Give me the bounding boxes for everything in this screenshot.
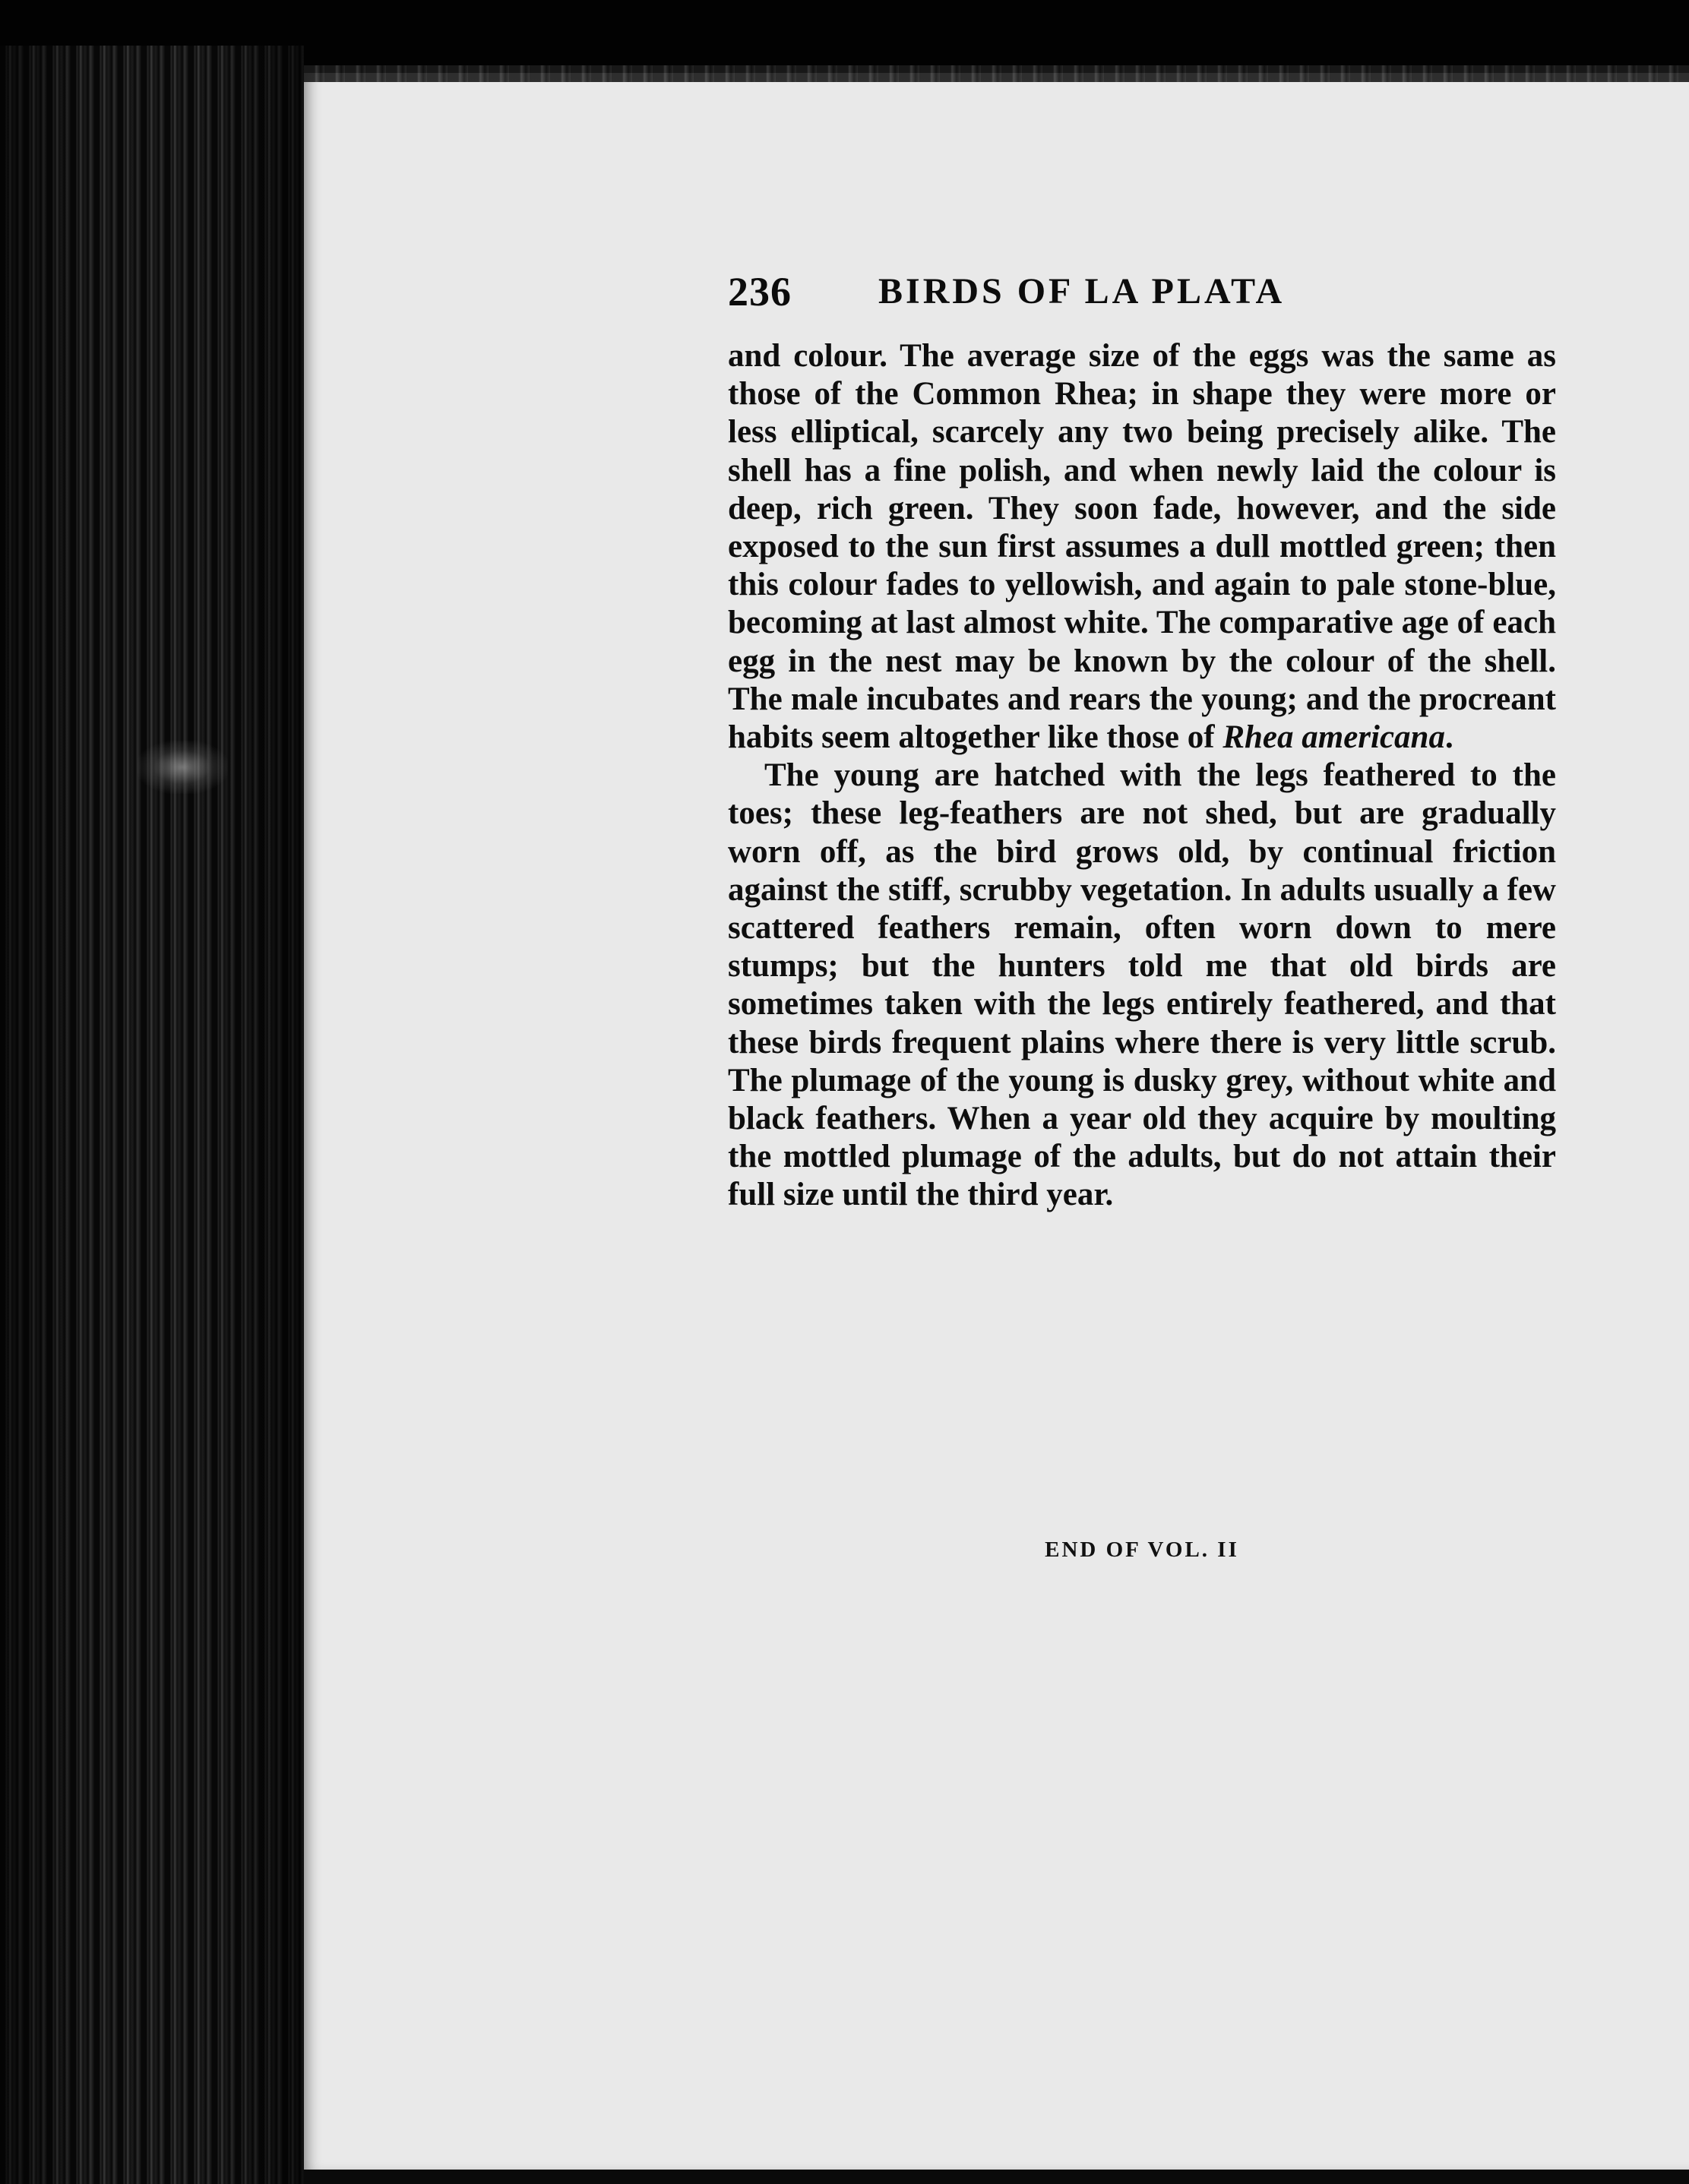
end-of-volume-note: END OF VOL. II xyxy=(1045,1538,1239,1562)
paragraph-2-text: The young are hatched with the legs feathered to the toes; these leg-feathers are not shed, but are gradually worn off, as the bird grows old, by continual friction against the stiff, scrubby vegetation. In adults usually a few scattered feathers remain, often worn down to mere stumps; but the hunters told me that old birds are sometimes taken with the legs entirely feathered, and that these birds frequent plains where there is very little scrub. The plumage of the young is dusky grey, without white and black feathers. When a year old they acquire by moulting the mottled plumage of the adults, but do not attain their full size until the third year. xyxy=(728,757,1556,1213)
running-head: BIRDS OF LA PLATA xyxy=(878,271,1286,311)
paragraph-1-text: and colour. The average size of the eggs was the same as those of the Common Rhea; in shape they were more or less elliptical, scarcely any two being precisely alike. The shell has a fine polish, and when newly laid the colour is deep, rich green. They soon fade, however, and the side exposed to the sun first assumes a dull mottled green; then this colour fades to yellowish, and again to pale stone-blue, becoming at last almost white. The comparative age of each egg in the nest may be known by the colour of the shell. The male incubates and rears the young; and the procreant habits seem altogether like those of xyxy=(728,338,1556,756)
body-text xyxy=(728,337,1556,1215)
book-edge-shadow xyxy=(0,46,304,2184)
page-top-edge xyxy=(304,65,1689,82)
paragraph-1-end: . xyxy=(1444,719,1453,756)
edge-smudge xyxy=(137,741,228,794)
paragraph-1 xyxy=(728,337,1556,757)
species-name-italic: Rhea americana xyxy=(1222,719,1445,756)
paragraph-2 xyxy=(728,757,1556,1214)
scan-bottom-border xyxy=(304,2170,1689,2184)
page-number: 236 xyxy=(728,269,792,314)
page-header xyxy=(728,261,1556,322)
